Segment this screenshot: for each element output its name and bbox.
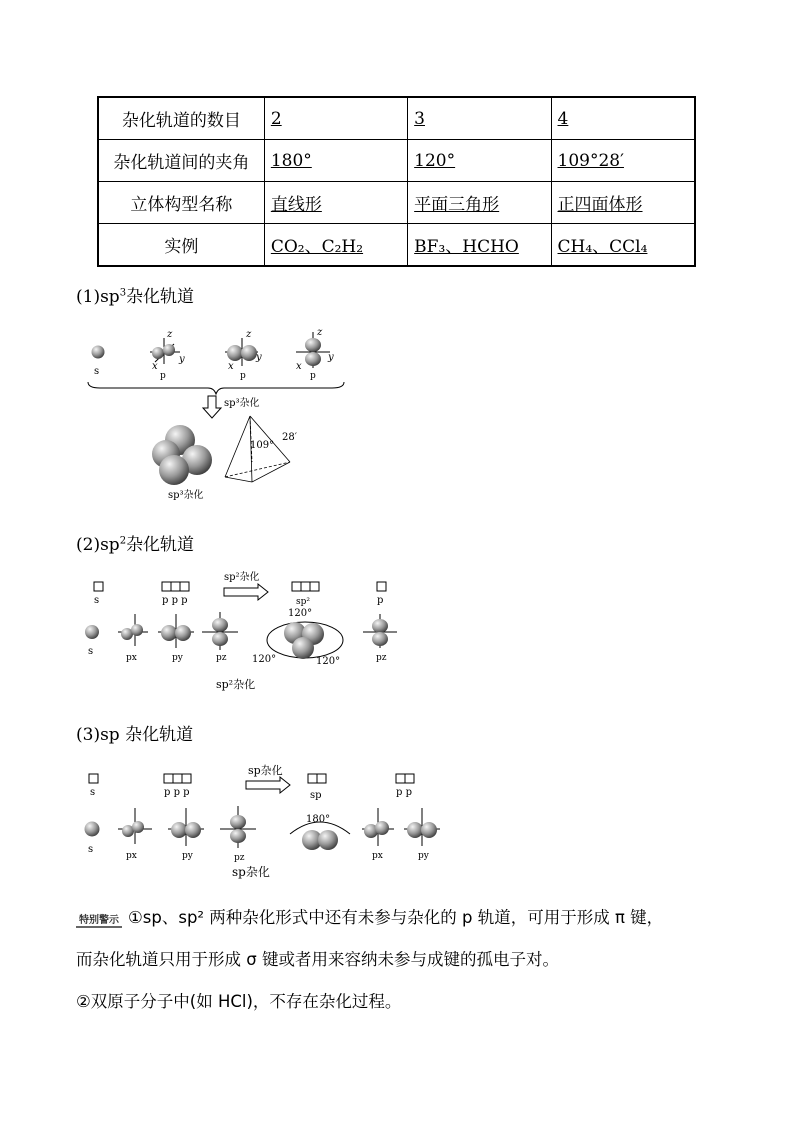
sp2-orbital-cluster-icon (267, 622, 343, 659)
axis-y: y (256, 352, 262, 363)
box-label: p (377, 595, 384, 606)
table-cell: CO₂、C₂H₂ (264, 224, 407, 267)
table-cell: 3 (408, 97, 551, 140)
box-label: s (94, 595, 100, 606)
sp2-figure (80, 568, 410, 698)
section-title-sp2 (76, 530, 194, 555)
label-s: s (94, 366, 100, 377)
title-sup: 2 (119, 535, 127, 547)
table-row (98, 97, 695, 140)
title-text: (2)sp (76, 535, 120, 555)
label-px: px (126, 653, 137, 663)
sp-figure (80, 760, 450, 885)
table-row (98, 140, 695, 182)
label-s: s (88, 844, 94, 855)
caption: sp³杂化 (168, 490, 204, 501)
label-pz: pz (216, 653, 227, 663)
title-text: 杂化轨道 (126, 287, 195, 307)
box-label: sp (310, 790, 322, 801)
label-px: p (160, 371, 166, 381)
label-pz: pz (234, 853, 245, 863)
table-row (98, 182, 695, 224)
px-orbital-icon (362, 808, 394, 846)
note-line-1 (76, 904, 663, 928)
row-header: 实例 (98, 224, 264, 267)
table-cell: 180° (264, 140, 407, 182)
label-pz: p (310, 371, 316, 381)
title-text: 杂化轨道 (119, 725, 194, 745)
axis-z: z (317, 327, 323, 338)
angle-label: 120° (316, 656, 341, 667)
angle-label: 180° (306, 814, 331, 825)
sp3-orbital-cluster-icon (152, 425, 212, 485)
table-row (98, 224, 695, 267)
axis-z: z (167, 329, 173, 340)
caption: sp²杂化 (216, 678, 256, 691)
table-cell: 120° (408, 140, 551, 182)
pz-orbital-icon (363, 614, 397, 648)
label-py: py (172, 653, 183, 663)
label-py: p (240, 371, 246, 381)
sp-orbital-pair-icon (290, 822, 350, 850)
table-cell: 4 (551, 97, 695, 140)
axis-x: x (152, 361, 158, 372)
axis-x: x (296, 361, 302, 372)
s-orbital-icon (85, 625, 99, 639)
px-orbital-icon (118, 614, 148, 646)
py-orbital-icon (158, 614, 194, 648)
title-sup: 3 (119, 287, 127, 299)
arrow-label: sp³杂化 (224, 398, 260, 409)
label-py: py (182, 851, 193, 861)
pz-orbital-icon (220, 806, 256, 848)
label-px: px (126, 851, 137, 861)
title-text: (1)sp (76, 287, 120, 307)
section-title-sp3 (76, 282, 194, 307)
title-text: 杂化轨道 (126, 535, 195, 555)
angle-label: 120° (252, 654, 277, 665)
label-pz: pz (376, 653, 387, 663)
s-orbital-icon (92, 346, 105, 359)
row-header: 杂化轨道的数目 (98, 97, 264, 140)
note-text: ①sp、sp² 两种杂化形式中还有未参与杂化的 p 轨道，可用于形成 π 键， (128, 908, 664, 927)
box-label: s (90, 787, 96, 798)
box-label: p p (396, 787, 412, 798)
box-label: p p p (162, 595, 188, 606)
label-py: py (418, 851, 429, 861)
angle-label: 109° (250, 440, 275, 451)
axis-y: y (328, 352, 334, 363)
table-cell: 2 (264, 97, 407, 140)
hybridization-table (97, 96, 696, 267)
angle-label: 28′ (282, 432, 297, 443)
axis-x: x (228, 361, 234, 372)
axis-y: y (179, 354, 185, 365)
arrow-label: sp杂化 (248, 764, 283, 777)
hybrid-arrow-icon (203, 396, 221, 418)
sp3-figure (80, 322, 360, 507)
table-cell: 109°28′ (551, 140, 695, 182)
angle-label: 120° (288, 608, 313, 619)
label-s: s (88, 646, 94, 657)
caption: sp杂化 (232, 865, 270, 879)
note-line-3: ②双原子分子中(如 HCl)，不存在杂化过程。 (76, 992, 402, 1011)
py-orbital-icon (404, 808, 440, 846)
table-cell: CH₄、CCl₄ (551, 224, 695, 267)
py-orbital-icon (168, 808, 204, 846)
row-header: 杂化轨道间的夹角 (98, 140, 264, 182)
axis-z: z (246, 329, 252, 340)
brace (88, 382, 344, 394)
arrow-label: sp²杂化 (224, 572, 260, 583)
s-orbital-icon (85, 822, 100, 837)
hybrid-arrow-icon (246, 777, 290, 793)
table-cell: BF₃、HCHO (408, 224, 551, 267)
table-cell: 正四面体形 (551, 182, 695, 224)
pz-orbital-icon (202, 612, 238, 650)
table-cell: 直线形 (264, 182, 407, 224)
hybrid-arrow-icon (224, 584, 268, 600)
title-text: (3)sp (76, 725, 120, 745)
table-cell: 平面三角形 (408, 182, 551, 224)
note-line-2: 而杂化轨道只用于形成 σ 键或者用来容纳未参与成键的孤电子对。 (76, 950, 559, 969)
label-px: px (372, 851, 383, 861)
section-title-sp (76, 720, 193, 745)
px-orbital-icon (118, 808, 152, 844)
row-header: 立体构型名称 (98, 182, 264, 224)
box-label: p p p (164, 787, 190, 798)
warning-badge: 特别警示 (76, 911, 122, 928)
box-label: sp² (296, 597, 310, 607)
